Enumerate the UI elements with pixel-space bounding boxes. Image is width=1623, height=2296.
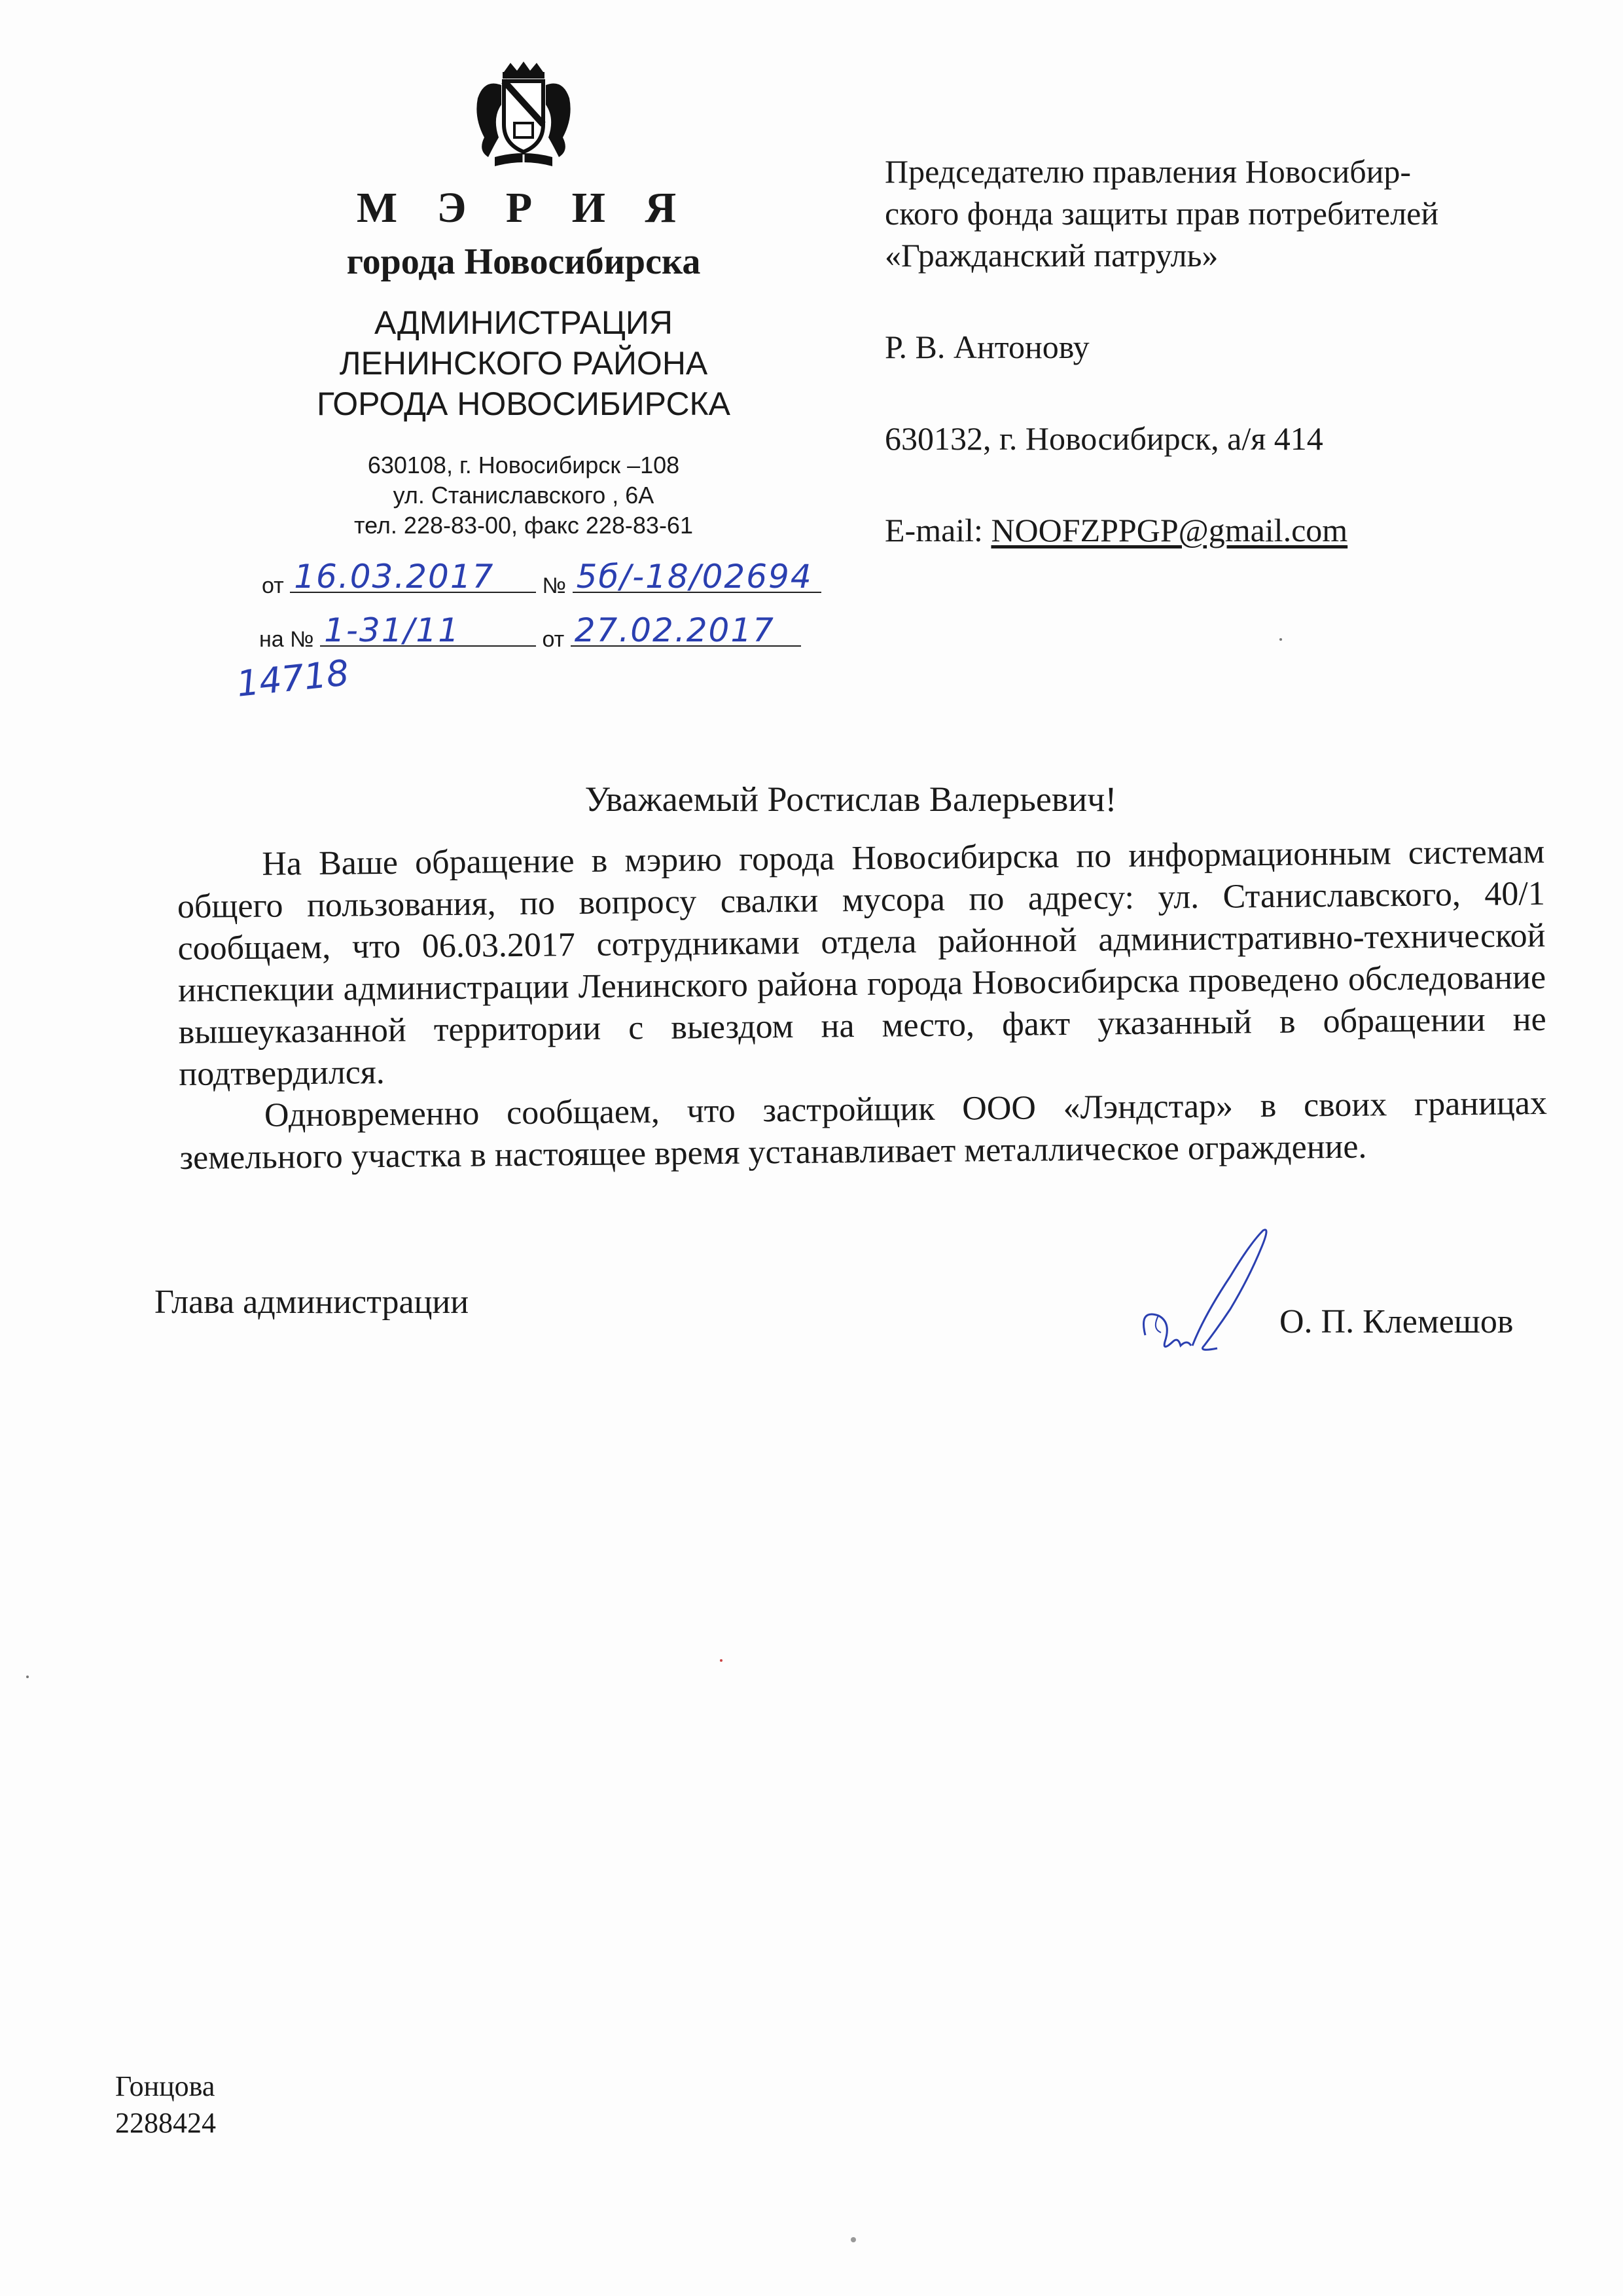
mayor-title: М Э Р И Я (356, 184, 691, 232)
admin-line: АДМИНИСТРАЦИЯ (374, 304, 673, 341)
handwritten-signature-icon (1132, 1217, 1296, 1361)
addressee-email (885, 509, 1592, 551)
outgoing-registration (262, 558, 821, 599)
addressee-line: «Гражданский патруль» (885, 237, 1219, 274)
addressee-block (885, 151, 1592, 551)
reply-date-field (571, 611, 801, 649)
executor-phone: 2288424 (115, 2107, 216, 2139)
address-line: 630108, г. Новосибирск –108 (367, 452, 680, 478)
executor-block (115, 2068, 216, 2142)
body-paragraph: Одновременно сообщаем, что застройщик ООО «Лэндстар» в своих границах земельного участка в настоящее время устанавливает металлическое ограждение. (179, 1084, 1548, 1177)
email-label: E-mail: (885, 512, 991, 548)
reply-number-field (320, 611, 536, 649)
from-date-field (290, 558, 536, 596)
scan-speck (720, 1659, 722, 1662)
sender-address (288, 450, 759, 541)
addressee-name: Р. В. Антонову (885, 329, 1090, 365)
reply-from-label: от (542, 627, 565, 652)
email-link[interactable]: NOOFZPPGP@gmail.com (991, 512, 1348, 548)
outgoing-number: 5б/-18/02694 (576, 558, 813, 596)
addressee-postal: 630132, г. Новосибирск, а/я 414 (885, 420, 1323, 457)
scan-speck (26, 1676, 29, 1678)
address-line: тел. 228-83-00, факс 228-83-61 (354, 512, 693, 539)
reply-registration (259, 611, 801, 653)
executor-name: Гонцова (115, 2070, 215, 2102)
admin-line: ГОРОДА НОВОСИБИРСКА (316, 386, 731, 422)
signatory-name: О. П. Клемешов (1279, 1303, 1514, 1340)
body-paragraph: На Ваше обращение в мэрию города Новосибирска по информационным системам общего пользования, по вопросу свалки мусора по адресу: ул. Станиславского, 40/1 сообщаем, что 06.03.2017 сотрудниками отдела районной административно-технической инспекции администрации Ленинского района города Новосибирска проведено обследование вышеуказанной территории с выездом на место, факт указанный в обращении не подтвердился. (177, 833, 1546, 1093)
scan-speck (851, 2237, 856, 2242)
number-label: № (542, 573, 567, 598)
addressee-line: Председателю правления Новосибир- (885, 153, 1412, 190)
salutation: Уважаемый Ростислав Валерьевич! (584, 780, 1117, 819)
address-line: ул. Станиславского , 6А (393, 482, 654, 509)
from-label: от (262, 573, 284, 598)
reply-number: 1-31/11 (324, 611, 461, 649)
scan-speck (1279, 638, 1282, 641)
mayor-city: города Новосибирска (346, 242, 701, 282)
signatory-position: Глава администрации (154, 1283, 469, 1321)
reply-date: 27.02.2017 (574, 611, 775, 649)
letter-body (177, 831, 1548, 1179)
reply-label: на № (259, 627, 314, 652)
city-coat-of-arms-icon (458, 59, 589, 177)
admin-line: ЛЕНИНСКОГО РАЙОНА (339, 345, 708, 382)
handwritten-note: 14718 (234, 652, 351, 705)
number-field (573, 558, 821, 596)
addressee-line: ского фонда защиты прав потребителей (885, 195, 1439, 232)
from-date: 16.03.2017 (294, 558, 495, 596)
administration-name (249, 302, 798, 424)
